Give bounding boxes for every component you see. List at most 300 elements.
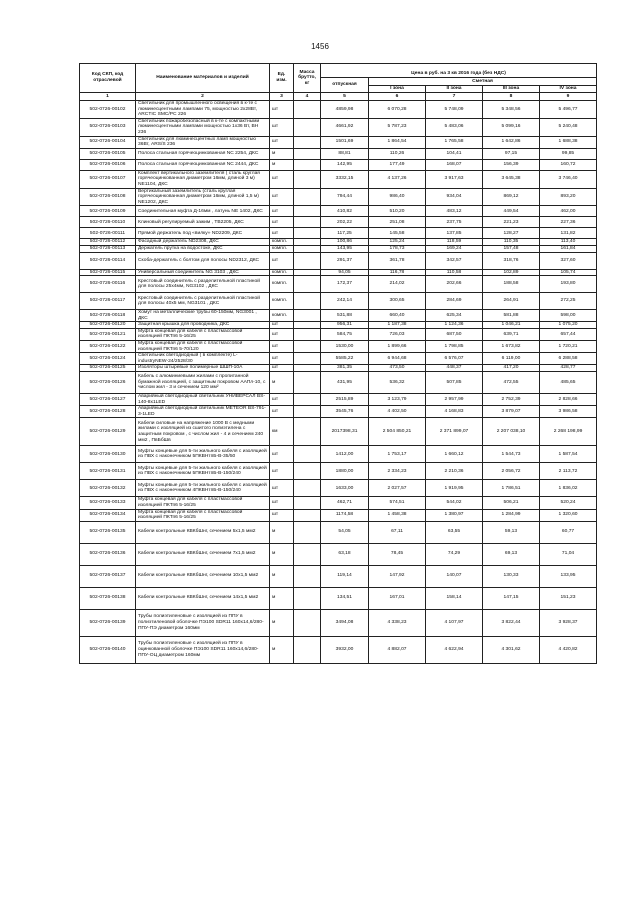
price-zone-4: 193,80 bbox=[540, 276, 597, 293]
price-zone-4: 6 288,58 bbox=[540, 353, 597, 365]
item-mass bbox=[294, 148, 321, 159]
item-mass bbox=[294, 269, 321, 276]
table-row bbox=[80, 509, 597, 521]
item-mass bbox=[294, 509, 321, 521]
price-zone-4: 227,36 bbox=[540, 217, 597, 228]
table-row bbox=[80, 372, 597, 394]
table-row bbox=[80, 245, 597, 252]
price-zone-4: 520,24 bbox=[540, 497, 597, 509]
table-row bbox=[80, 118, 597, 136]
price-zone-4: 99,85 bbox=[540, 148, 597, 159]
item-unit: м bbox=[270, 148, 294, 159]
item-name: Кабели контрольные КВКбШнг, сечением 5х1,5 мм2 bbox=[136, 521, 270, 543]
price-zone-2: 1 798,85 bbox=[426, 341, 483, 353]
table-row bbox=[80, 148, 597, 159]
item-unit: шт bbox=[270, 136, 294, 148]
price-zone-3: 6 119,00 bbox=[483, 353, 540, 365]
price-release: 142,95 bbox=[321, 159, 369, 170]
price-zone-1: 361,78 bbox=[369, 252, 426, 269]
price-zone-2: 342,57 bbox=[426, 252, 483, 269]
item-mass bbox=[294, 446, 321, 463]
price-zone-3: 1 786,51 bbox=[483, 480, 540, 497]
price-release: 956,31 bbox=[321, 322, 369, 329]
item-code: 502-0726-00114 bbox=[80, 252, 136, 269]
item-unit: шт bbox=[270, 353, 294, 365]
table-row bbox=[80, 101, 597, 119]
price-zone-4: 3 928,37 bbox=[540, 609, 597, 636]
item-name: Трубы полиэтиленовые с изоляцией из ППУ в полиэтиленовой оболочке ПЭ100 SDR11 160х14,6/280-ППУ-ПЭ диаметром 160мм bbox=[136, 609, 270, 636]
price-zone-4: 598,00 bbox=[540, 310, 597, 322]
item-mass bbox=[294, 328, 321, 340]
item-unit: шт bbox=[270, 446, 294, 463]
price-release: 1633,00 bbox=[321, 480, 369, 497]
price-zone-1: 2 334,23 bbox=[369, 463, 426, 480]
column-number: 9 bbox=[540, 93, 597, 101]
item-unit: шт bbox=[270, 497, 294, 509]
item-unit: компл. bbox=[270, 269, 294, 276]
price-zone-3: 2 056,72 bbox=[483, 463, 540, 480]
price-zone-2: 1 919,95 bbox=[426, 480, 483, 497]
price-zone-2: 104,41 bbox=[426, 148, 483, 159]
price-zone-1: 6 944,68 bbox=[369, 353, 426, 365]
table-row bbox=[80, 269, 597, 276]
item-mass bbox=[294, 276, 321, 293]
item-code: 502-0726-00137 bbox=[80, 565, 136, 587]
item-unit: компл. bbox=[270, 276, 294, 293]
table-row bbox=[80, 328, 597, 340]
price-zone-1: 116,78 bbox=[369, 269, 426, 276]
item-name: Светильник для люминесцентных ламп мощностью 36Вт, ARS/S 236 bbox=[136, 136, 270, 148]
header-unit: Ед. изм. bbox=[270, 64, 294, 93]
price-release: 117,25 bbox=[321, 228, 369, 239]
header-mass: Масса брутто, кг bbox=[294, 64, 321, 93]
item-code: 502-0726-00106 bbox=[80, 159, 136, 170]
price-zone-1: 110,26 bbox=[369, 148, 426, 159]
item-unit: м bbox=[270, 636, 294, 663]
price-zone-1: 178,73 bbox=[369, 245, 426, 252]
item-mass bbox=[294, 543, 321, 565]
item-code: 502-0726-00125 bbox=[80, 365, 136, 372]
table-row bbox=[80, 365, 597, 372]
column-number: 8 bbox=[483, 93, 540, 101]
price-zone-3: 97,15 bbox=[483, 148, 540, 159]
price-release: 88,81 bbox=[321, 148, 369, 159]
item-unit: м bbox=[270, 543, 294, 565]
column-number: 5 bbox=[321, 93, 369, 101]
item-unit: шт bbox=[270, 206, 294, 217]
price-zone-4: 105,74 bbox=[540, 269, 597, 276]
price-zone-4: 1 688,38 bbox=[540, 136, 597, 148]
table-row bbox=[80, 136, 597, 148]
price-zone-1: 1 864,54 bbox=[369, 136, 426, 148]
price-zone-1: 2 027,57 bbox=[369, 480, 426, 497]
item-name: Универсальный соединитель NG 3103 , ДКС bbox=[136, 269, 270, 276]
price-zone-4: 160,72 bbox=[540, 159, 597, 170]
item-name: Вертикальный заземлитель (сталь круглая горячеоцинкованная диаметром 16мм, длиной 1,5 м) NE1202, ДКС bbox=[136, 188, 270, 206]
price-zone-4: 1 720,21 bbox=[540, 341, 597, 353]
table-row bbox=[80, 543, 597, 565]
price-zone-2: 118,59 bbox=[426, 239, 483, 246]
price-zone-4: 485,65 bbox=[540, 372, 597, 394]
table-row bbox=[80, 636, 597, 663]
price-zone-3: 3 645,38 bbox=[483, 170, 540, 188]
price-zone-2: 3 917,63 bbox=[426, 170, 483, 188]
price-zone-3: 264,91 bbox=[483, 293, 540, 310]
item-mass bbox=[294, 101, 321, 119]
price-zone-4: 1 320,60 bbox=[540, 509, 597, 521]
price-zone-1: 145,58 bbox=[369, 228, 426, 239]
price-zone-2: 934,04 bbox=[426, 188, 483, 206]
price-zone-2: 4 168,83 bbox=[426, 406, 483, 418]
price-release: 794,44 bbox=[321, 188, 369, 206]
item-name: Светильник пожаробезопасный в к-те с компактными люминесцентными лампами мощностью 1х36 Вт, BH 236 bbox=[136, 118, 270, 136]
price-zone-3: 69,13 bbox=[483, 543, 540, 565]
price-release: 410,82 bbox=[321, 206, 369, 217]
item-mass bbox=[294, 341, 321, 353]
price-zone-4: 428,77 bbox=[540, 365, 597, 372]
item-name: Аварийный светодиодный светильник УНИВЕРСАЛ BS-140-8х1LED bbox=[136, 394, 270, 406]
header-zone-3: III зона bbox=[483, 86, 540, 93]
price-release: 2017398,31 bbox=[321, 418, 369, 446]
price-zone-1: 536,32 bbox=[369, 372, 426, 394]
item-name: Прямой держатель под «вилку» ND2209, ДКС bbox=[136, 228, 270, 239]
table-row bbox=[80, 418, 597, 446]
price-zone-1: 78,45 bbox=[369, 543, 426, 565]
item-code: 502-0726-00109 bbox=[80, 206, 136, 217]
price-zone-4: 71,04 bbox=[540, 543, 597, 565]
item-name: Держатель прутка на водостоке, ДКС bbox=[136, 245, 270, 252]
item-code: 502-0726-00104 bbox=[80, 136, 136, 148]
item-name: Полоса стальная горячеоцинкованная NC 2254, ДКС bbox=[136, 148, 270, 159]
price-zone-4: 151,23 bbox=[540, 587, 597, 609]
price-zone-1: 574,51 bbox=[369, 497, 426, 509]
header-name: Наименование материалов и изделий bbox=[136, 64, 270, 93]
price-release: 3494,08 bbox=[321, 609, 369, 636]
item-name: Кабели контрольные КВКбШнг, сечением 14х1,5 мм2 bbox=[136, 587, 270, 609]
item-code: 502-0726-00132 bbox=[80, 480, 136, 497]
price-zone-1: 147,92 bbox=[369, 565, 426, 587]
price-release: 172,37 bbox=[321, 276, 369, 293]
item-unit: шт bbox=[270, 170, 294, 188]
price-release: 3932,00 bbox=[321, 636, 369, 663]
item-code: 502-0726-00129 bbox=[80, 418, 136, 446]
price-release: 3545,76 bbox=[321, 406, 369, 418]
item-unit: шт bbox=[270, 463, 294, 480]
price-zone-4: 272,25 bbox=[540, 293, 597, 310]
item-code: 502-0726-00128 bbox=[80, 406, 136, 418]
item-code: 502-0726-00127 bbox=[80, 394, 136, 406]
item-unit: шт bbox=[270, 341, 294, 353]
price-zone-4: 1 587,54 bbox=[540, 446, 597, 463]
item-code: 502-0726-00138 bbox=[80, 587, 136, 609]
column-number: 1 bbox=[80, 93, 136, 101]
item-code: 502-0726-00115 bbox=[80, 269, 136, 276]
price-release: 119,14 bbox=[321, 565, 369, 587]
table-row bbox=[80, 206, 597, 217]
price-zone-4: 4 420,82 bbox=[540, 636, 597, 663]
table-row bbox=[80, 463, 597, 480]
price-zone-2: 4 107,97 bbox=[426, 609, 483, 636]
item-code: 502-0726-00107 bbox=[80, 170, 136, 188]
price-zone-3: 1 673,82 bbox=[483, 341, 540, 353]
price-release: 4859,98 bbox=[321, 101, 369, 119]
price-zone-3: 581,88 bbox=[483, 310, 540, 322]
price-zone-2: 1 380,97 bbox=[426, 509, 483, 521]
header-zone-4: IV зона bbox=[540, 86, 597, 93]
item-code: 502-0726-00111 bbox=[80, 228, 136, 239]
item-unit: шт bbox=[270, 228, 294, 239]
item-code: 502-0726-00102 bbox=[80, 101, 136, 119]
price-zone-4: 133,95 bbox=[540, 565, 597, 587]
price-release: 462,71 bbox=[321, 497, 369, 509]
item-code: 502-0726-00108 bbox=[80, 188, 136, 206]
item-mass bbox=[294, 188, 321, 206]
price-release: 5585,22 bbox=[321, 353, 369, 365]
item-mass bbox=[294, 293, 321, 310]
item-unit: компл. bbox=[270, 310, 294, 322]
price-zone-3: 5 348,56 bbox=[483, 101, 540, 119]
price-zone-2: 169,24 bbox=[426, 245, 483, 252]
item-unit: км bbox=[270, 418, 294, 446]
item-mass bbox=[294, 463, 321, 480]
item-mass bbox=[294, 394, 321, 406]
price-zone-3: 3 822,44 bbox=[483, 609, 540, 636]
item-name: Крестовый соединитель с разделительной пластиной для полосы 25х4мм, NG3102 , ДКС bbox=[136, 276, 270, 293]
price-zone-2: 6 576,07 bbox=[426, 353, 483, 365]
price-zone-3: 157,48 bbox=[483, 245, 540, 252]
table-row bbox=[80, 609, 597, 636]
price-release: 531,88 bbox=[321, 310, 369, 322]
item-name: Светильник светодиодный ( в комплекте) L-industryNEW-24/2528/30 bbox=[136, 353, 270, 365]
header-code: Код СКП, код отраслевой bbox=[80, 64, 136, 93]
item-name: Изоляторы штыревые полимерные ШШП-10А bbox=[136, 365, 270, 372]
price-zone-2: 2 371 899,07 bbox=[426, 418, 483, 446]
item-code: 502-0726-00136 bbox=[80, 543, 136, 565]
item-unit: м bbox=[270, 159, 294, 170]
item-code: 502-0726-00133 bbox=[80, 497, 136, 509]
item-mass bbox=[294, 418, 321, 446]
price-zone-4: 657,44 bbox=[540, 328, 597, 340]
price-zone-1: 986,40 bbox=[369, 188, 426, 206]
item-unit: шт bbox=[270, 101, 294, 119]
item-name: Крестовый соединитель с разделительной пластиной для полосы 40х5 мм, NG3101 , ДКС bbox=[136, 293, 270, 310]
header-estimate: Сметная bbox=[369, 78, 597, 86]
price-zone-2: 448,37 bbox=[426, 365, 483, 372]
item-name: Полоса стальная горячеоцинкованная NC 2444, ДКС bbox=[136, 159, 270, 170]
price-zone-2: 2 210,36 bbox=[426, 463, 483, 480]
price-release: 1412,00 bbox=[321, 446, 369, 463]
price-zone-3: 102,89 bbox=[483, 269, 540, 276]
price-zone-2: 687,50 bbox=[426, 328, 483, 340]
price-release: 381,35 bbox=[321, 365, 369, 372]
item-mass bbox=[294, 245, 321, 252]
price-zone-3: 639,71 bbox=[483, 328, 540, 340]
price-zone-2: 137,85 bbox=[426, 228, 483, 239]
item-unit: шт bbox=[270, 252, 294, 269]
item-name: Защитная крышка для проводника, ДКС bbox=[136, 322, 270, 329]
item-mass bbox=[294, 228, 321, 239]
price-zone-1: 4 338,23 bbox=[369, 609, 426, 636]
item-code: 502-0726-00116 bbox=[80, 276, 136, 293]
table-row bbox=[80, 353, 597, 365]
price-release: 143,95 bbox=[321, 245, 369, 252]
item-name: Хомут на металлические трубы 60-150мм, NG3001 , ДКС bbox=[136, 310, 270, 322]
item-code: 502-0726-00124 bbox=[80, 353, 136, 365]
item-code: 502-0726-00117 bbox=[80, 293, 136, 310]
price-release: 100,86 bbox=[321, 239, 369, 246]
item-name: Муфта концевая для кабеля с пластмассовой изоляцией ПКТп6 5-16/25 bbox=[136, 328, 270, 340]
item-mass bbox=[294, 159, 321, 170]
item-name: Клиновый регулируемый зажим , ТВ2205, ДКС bbox=[136, 217, 270, 228]
price-zone-1: 167,01 bbox=[369, 587, 426, 609]
item-mass bbox=[294, 372, 321, 394]
header-price-title: Цена в руб. на 3 кв 2016 года (без НДС) bbox=[321, 64, 597, 78]
item-code: 502-0726-00135 bbox=[80, 521, 136, 543]
price-zone-1: 251,08 bbox=[369, 217, 426, 228]
table-row bbox=[80, 228, 597, 239]
item-mass bbox=[294, 322, 321, 329]
price-zone-3: 221,23 bbox=[483, 217, 540, 228]
price-zone-2: 5 483,06 bbox=[426, 118, 483, 136]
item-unit: шт bbox=[270, 328, 294, 340]
item-code: 502-0726-00126 bbox=[80, 372, 136, 394]
table-row bbox=[80, 159, 597, 170]
item-code: 502-0726-00134 bbox=[80, 509, 136, 521]
table-row bbox=[80, 310, 597, 322]
item-code: 502-0726-00139 bbox=[80, 609, 136, 636]
item-mass bbox=[294, 206, 321, 217]
price-release: 63,18 bbox=[321, 543, 369, 565]
table-row bbox=[80, 480, 597, 497]
price-release: 3332,15 bbox=[321, 170, 369, 188]
price-zone-3: 506,21 bbox=[483, 497, 540, 509]
price-zone-4: 5 240,48 bbox=[540, 118, 597, 136]
price-zone-2: 140,07 bbox=[426, 565, 483, 587]
price-zone-3: 318,76 bbox=[483, 252, 540, 269]
price-zone-1: 5 787,23 bbox=[369, 118, 426, 136]
price-release: 1530,00 bbox=[321, 341, 369, 353]
item-unit: м bbox=[270, 372, 294, 394]
item-mass bbox=[294, 136, 321, 148]
price-zone-3: 472,55 bbox=[483, 372, 540, 394]
price-zone-3: 2 207 038,10 bbox=[483, 418, 540, 446]
table-row bbox=[80, 521, 597, 543]
table-row bbox=[80, 239, 597, 246]
price-zone-2: 63,55 bbox=[426, 521, 483, 543]
table-row bbox=[80, 341, 597, 353]
item-mass bbox=[294, 118, 321, 136]
price-zone-3: 1 046,21 bbox=[483, 322, 540, 329]
price-zone-1: 510,20 bbox=[369, 206, 426, 217]
price-release: 1501,69 bbox=[321, 136, 369, 148]
price-zone-2: 168,07 bbox=[426, 159, 483, 170]
price-zone-1: 177,49 bbox=[369, 159, 426, 170]
item-code: 502-0726-00122 bbox=[80, 341, 136, 353]
table-row bbox=[80, 276, 597, 293]
item-name: Кабель с алюминиевыми жилами с пропитанной бумажной изоляцией, с защитным покровом ААПл-10, с числом жил - 3 и сечением 120 мм² bbox=[136, 372, 270, 394]
table-row bbox=[80, 217, 597, 228]
price-zone-3: 147,15 bbox=[483, 587, 540, 609]
price-zone-4: 3 746,40 bbox=[540, 170, 597, 188]
item-mass bbox=[294, 609, 321, 636]
item-name: Скоба-держатель с болтом для полосы ND2312, ДКС bbox=[136, 252, 270, 269]
item-unit: шт bbox=[270, 394, 294, 406]
price-release: 54,05 bbox=[321, 521, 369, 543]
price-zone-1: 67,11 bbox=[369, 521, 426, 543]
column-number: 3 bbox=[270, 93, 294, 101]
price-zone-2: 110,58 bbox=[426, 269, 483, 276]
item-name: Соединительная муфта Д-16мм , латунь NE 1402, ДКС bbox=[136, 206, 270, 217]
price-release: 584,75 bbox=[321, 328, 369, 340]
price-release: 1174,58 bbox=[321, 509, 369, 521]
item-mass bbox=[294, 310, 321, 322]
price-zone-1: 6 070,28 bbox=[369, 101, 426, 119]
price-release: 94,05 bbox=[321, 269, 369, 276]
table-row bbox=[80, 394, 597, 406]
item-name: Трубы полиэтиленовые с изоляцией из ППУ в оцинкованной оболочке ПЭ100 SDR11 160х14,6/280-ППУ-ОЦ диаметром 160мм bbox=[136, 636, 270, 663]
price-zone-1: 4 882,07 bbox=[369, 636, 426, 663]
item-name: Муфты концевые для 5-ти жильного кабеля с изоляцией из ПВХ с наконечником 5ПКВНтпБ-В-35/50 bbox=[136, 446, 270, 463]
price-zone-3: 5 099,16 bbox=[483, 118, 540, 136]
price-zone-1: 300,65 bbox=[369, 293, 426, 310]
column-number: 6 bbox=[369, 93, 426, 101]
price-release: 2515,89 bbox=[321, 394, 369, 406]
item-code: 502-0726-00110 bbox=[80, 217, 136, 228]
price-zone-1: 1 187,38 bbox=[369, 322, 426, 329]
price-zone-1: 214,02 bbox=[369, 276, 426, 293]
price-zone-4: 327,60 bbox=[540, 252, 597, 269]
table-row bbox=[80, 587, 597, 609]
item-code: 502-0726-00112 bbox=[80, 239, 136, 246]
price-zone-2: 284,69 bbox=[426, 293, 483, 310]
price-zone-2: 158,14 bbox=[426, 587, 483, 609]
item-code: 502-0726-00131 bbox=[80, 463, 136, 480]
item-name: Кабели силовые на напряжение 1000 В с медными жилами с изоляцией из сшитого полиэтилена с защитным покровом , с числом жил - 4 и сечением 240 мм2 , ПвБбШв bbox=[136, 418, 270, 446]
item-unit: компл. bbox=[270, 239, 294, 246]
item-name: Муфта концевая для кабеля с пластмассовой изоляцией ПКТп6 5-16/25 bbox=[136, 509, 270, 521]
price-zone-2: 74,29 bbox=[426, 543, 483, 565]
item-code: 502-0726-00120 bbox=[80, 322, 136, 329]
price-zone-4: 161,84 bbox=[540, 245, 597, 252]
item-code: 502-0726-00103 bbox=[80, 118, 136, 136]
table-body bbox=[80, 101, 597, 664]
item-unit: шт bbox=[270, 365, 294, 372]
item-code: 502-0726-00105 bbox=[80, 148, 136, 159]
item-name: Кабели контрольные КВКбШнг, сечением 10х1,5 мм2 bbox=[136, 565, 270, 587]
item-name: Муфта концевая для кабеля с пластмассовой изоляцией ПКТп6 5-70/120 bbox=[136, 341, 270, 353]
table-row bbox=[80, 446, 597, 463]
price-zone-1: 4 402,50 bbox=[369, 406, 426, 418]
item-name: Фасадный держатель ND2308, ДКС bbox=[136, 239, 270, 246]
item-unit: шт bbox=[270, 406, 294, 418]
price-zone-2: 2 957,99 bbox=[426, 394, 483, 406]
price-zone-4: 1 075,20 bbox=[540, 322, 597, 329]
price-zone-2: 202,66 bbox=[426, 276, 483, 293]
price-zone-3: 1 544,73 bbox=[483, 446, 540, 463]
item-code: 502-0726-00140 bbox=[80, 636, 136, 663]
price-zone-3: 1 642,86 bbox=[483, 136, 540, 148]
item-name: Аварийный светодиодный светильник METEOR BS-791-3-1LED bbox=[136, 406, 270, 418]
price-zone-3: 156,39 bbox=[483, 159, 540, 170]
item-unit: шт bbox=[270, 509, 294, 521]
price-zone-2: 1 765,58 bbox=[426, 136, 483, 148]
price-zone-4: 60,77 bbox=[540, 521, 597, 543]
price-zone-2: 625,34 bbox=[426, 310, 483, 322]
price-zone-2: 1 660,12 bbox=[426, 446, 483, 463]
item-mass bbox=[294, 406, 321, 418]
item-mass bbox=[294, 170, 321, 188]
price-zone-4: 462,00 bbox=[540, 206, 597, 217]
